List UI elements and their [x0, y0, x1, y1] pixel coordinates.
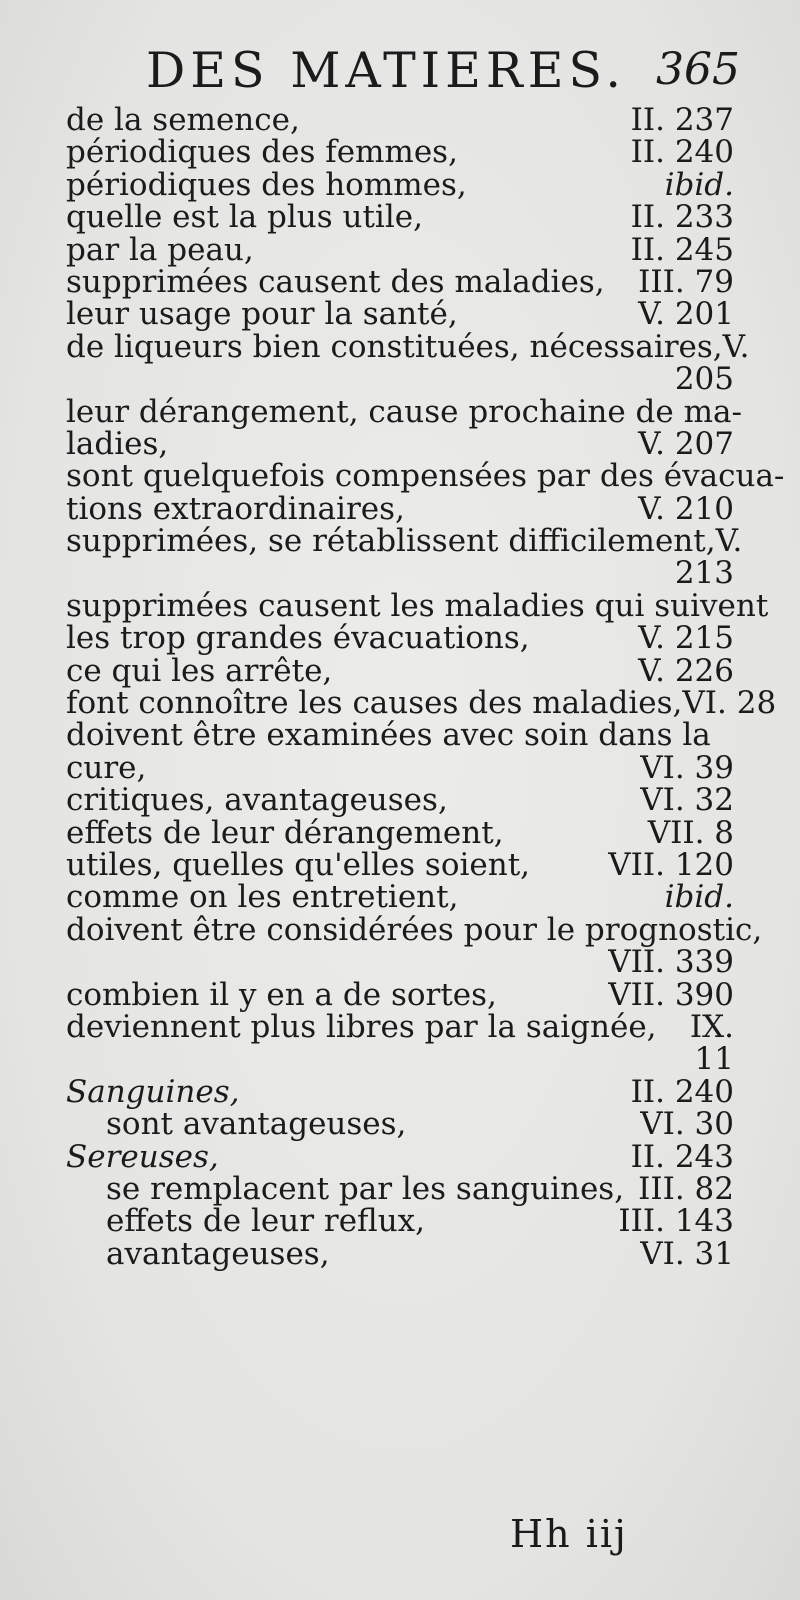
running-title: DES MATIERES.: [146, 42, 626, 99]
entry-reference: VII. 120: [608, 846, 734, 883]
index-entry: [66, 134, 734, 171]
entry-reference: VI. 31: [640, 1235, 734, 1272]
index-entry: [66, 976, 734, 1013]
entry-reference: III. 82: [638, 1170, 734, 1207]
entry-text: utiles, quelles qu'elles soient,: [66, 846, 531, 883]
entry-reference: VII. 390: [608, 976, 734, 1013]
entry-text: ladies,: [66, 425, 169, 462]
entry-text: comme on les entretient,: [66, 879, 459, 916]
entry-text: ce qui les arrête,: [66, 652, 333, 689]
entry-text: de la semence,: [66, 102, 300, 138]
entry-reference: V. 210: [638, 490, 734, 527]
entry-reference: IX.: [689, 1008, 734, 1045]
entry-text: doivent être considérées pour le prognostic,: [66, 911, 763, 948]
index-entry: [66, 328, 750, 365]
entry-text: deviennent plus libres par la saignée,: [66, 1008, 657, 1045]
index-entry: [66, 685, 777, 722]
running-header: [140, 42, 740, 102]
index-entry: [66, 814, 734, 851]
index-entry: [66, 166, 734, 203]
index-entry: [66, 104, 734, 136]
entry-reference: V. 226: [638, 652, 734, 689]
index-entry: [66, 1106, 734, 1143]
index-subheading: [66, 1138, 734, 1175]
index-entry: [66, 231, 734, 268]
entry-reference: V. 201: [638, 296, 734, 333]
index-entry: [66, 523, 743, 560]
entry-text: les trop grandes évacuations,: [66, 620, 530, 657]
entry-reference: ibid.: [664, 166, 734, 203]
index-entry: [66, 199, 734, 236]
entry-text: supprimées, se rétablissent difficilement,: [66, 523, 716, 560]
entry-text: font connoître les causes des maladies,: [66, 685, 683, 722]
index-entry: [66, 717, 734, 754]
entry-reference: VI. 30: [640, 1106, 734, 1143]
index-entry: [66, 1170, 734, 1207]
index-entry: [66, 911, 763, 948]
index-entry-continuation: 213: [674, 555, 734, 592]
entry-text: leur dérangement, cause prochaine de ma-: [66, 393, 742, 430]
entry-text: effets de leur dérangement,: [66, 814, 504, 851]
index-entry: [66, 846, 734, 883]
index-subheading: [66, 1073, 734, 1110]
index-entry-list: [66, 102, 785, 1272]
entry-text: effets de leur reflux,: [106, 1203, 426, 1240]
entry-reference: II. 240: [630, 1073, 734, 1110]
index-entry: [66, 425, 734, 462]
entry-text: cure,: [66, 749, 147, 786]
index-entry: [66, 652, 734, 689]
entry-text: de liqueurs bien constituées, nécessaires,: [66, 328, 723, 365]
entry-reference: III. 79: [638, 263, 734, 300]
entry-reference: VI. 39: [640, 749, 734, 786]
index-entry: [66, 490, 734, 527]
entry-text: leur usage pour la santé,: [66, 296, 458, 333]
index-entry: [66, 782, 734, 819]
entry-text: se remplacent par les sanguines,: [106, 1170, 625, 1207]
entry-text: combien il y en a de sortes,: [66, 976, 497, 1013]
entry-reference: II. 240: [630, 134, 734, 171]
entry-text: sont quelquefois compensées par des évacua-: [66, 458, 785, 495]
entry-text: supprimées causent les maladies qui suivent: [66, 587, 769, 624]
entry-reference: VII. 8: [647, 814, 734, 851]
entry-text: doivent être examinées avec soin dans la: [66, 717, 711, 754]
entry-reference: II. 243: [630, 1138, 734, 1175]
entry-reference: II. 245: [630, 231, 734, 268]
entry-text: Sanguines,: [66, 1073, 240, 1110]
entry-text: par la peau,: [66, 231, 254, 268]
index-entry-continuation: 205: [674, 361, 734, 398]
index-entry: [66, 749, 734, 786]
entry-reference: V.: [722, 328, 750, 365]
index-entry: [66, 458, 785, 495]
entry-reference: V.: [715, 523, 743, 560]
entry-reference: II. 233: [630, 199, 734, 236]
entry-text: Sereuses,: [66, 1138, 219, 1175]
entry-reference: V. 215: [638, 620, 734, 657]
entry-reference: VI. 28: [682, 685, 777, 722]
index-entry: [66, 1203, 734, 1240]
index-entry: [66, 263, 734, 300]
index-entry-continuation: 11: [694, 1041, 734, 1078]
entry-reference: ibid.: [664, 879, 734, 916]
index-entry-continuation: VII. 339: [608, 944, 734, 981]
signature-mark: Hh iij: [510, 1512, 628, 1556]
index-entry: [66, 587, 769, 624]
entry-text: quelle est la plus utile,: [66, 199, 423, 236]
index-entry: [66, 296, 734, 333]
index-entry: [66, 393, 742, 430]
entry-text: périodiques des hommes,: [66, 166, 467, 203]
index-entry: [66, 1008, 734, 1045]
entry-text: supprimées causent des maladies,: [66, 263, 605, 300]
page-number: 365: [656, 44, 740, 95]
entry-reference: II. 237: [630, 102, 734, 138]
entry-reference: VI. 32: [640, 782, 734, 819]
entry-text: sont avantageuses,: [106, 1106, 407, 1143]
entry-text: tions extraordinaires,: [66, 490, 405, 527]
entry-text: avantageuses,: [106, 1235, 330, 1272]
index-entry: [66, 620, 734, 657]
entry-reference: V. 207: [638, 425, 734, 462]
entry-reference: III. 143: [618, 1203, 734, 1240]
entry-text: critiques, avantageuses,: [66, 782, 448, 819]
entry-text: périodiques des femmes,: [66, 134, 458, 171]
index-entry: [66, 879, 734, 916]
index-entry: [66, 1235, 734, 1272]
